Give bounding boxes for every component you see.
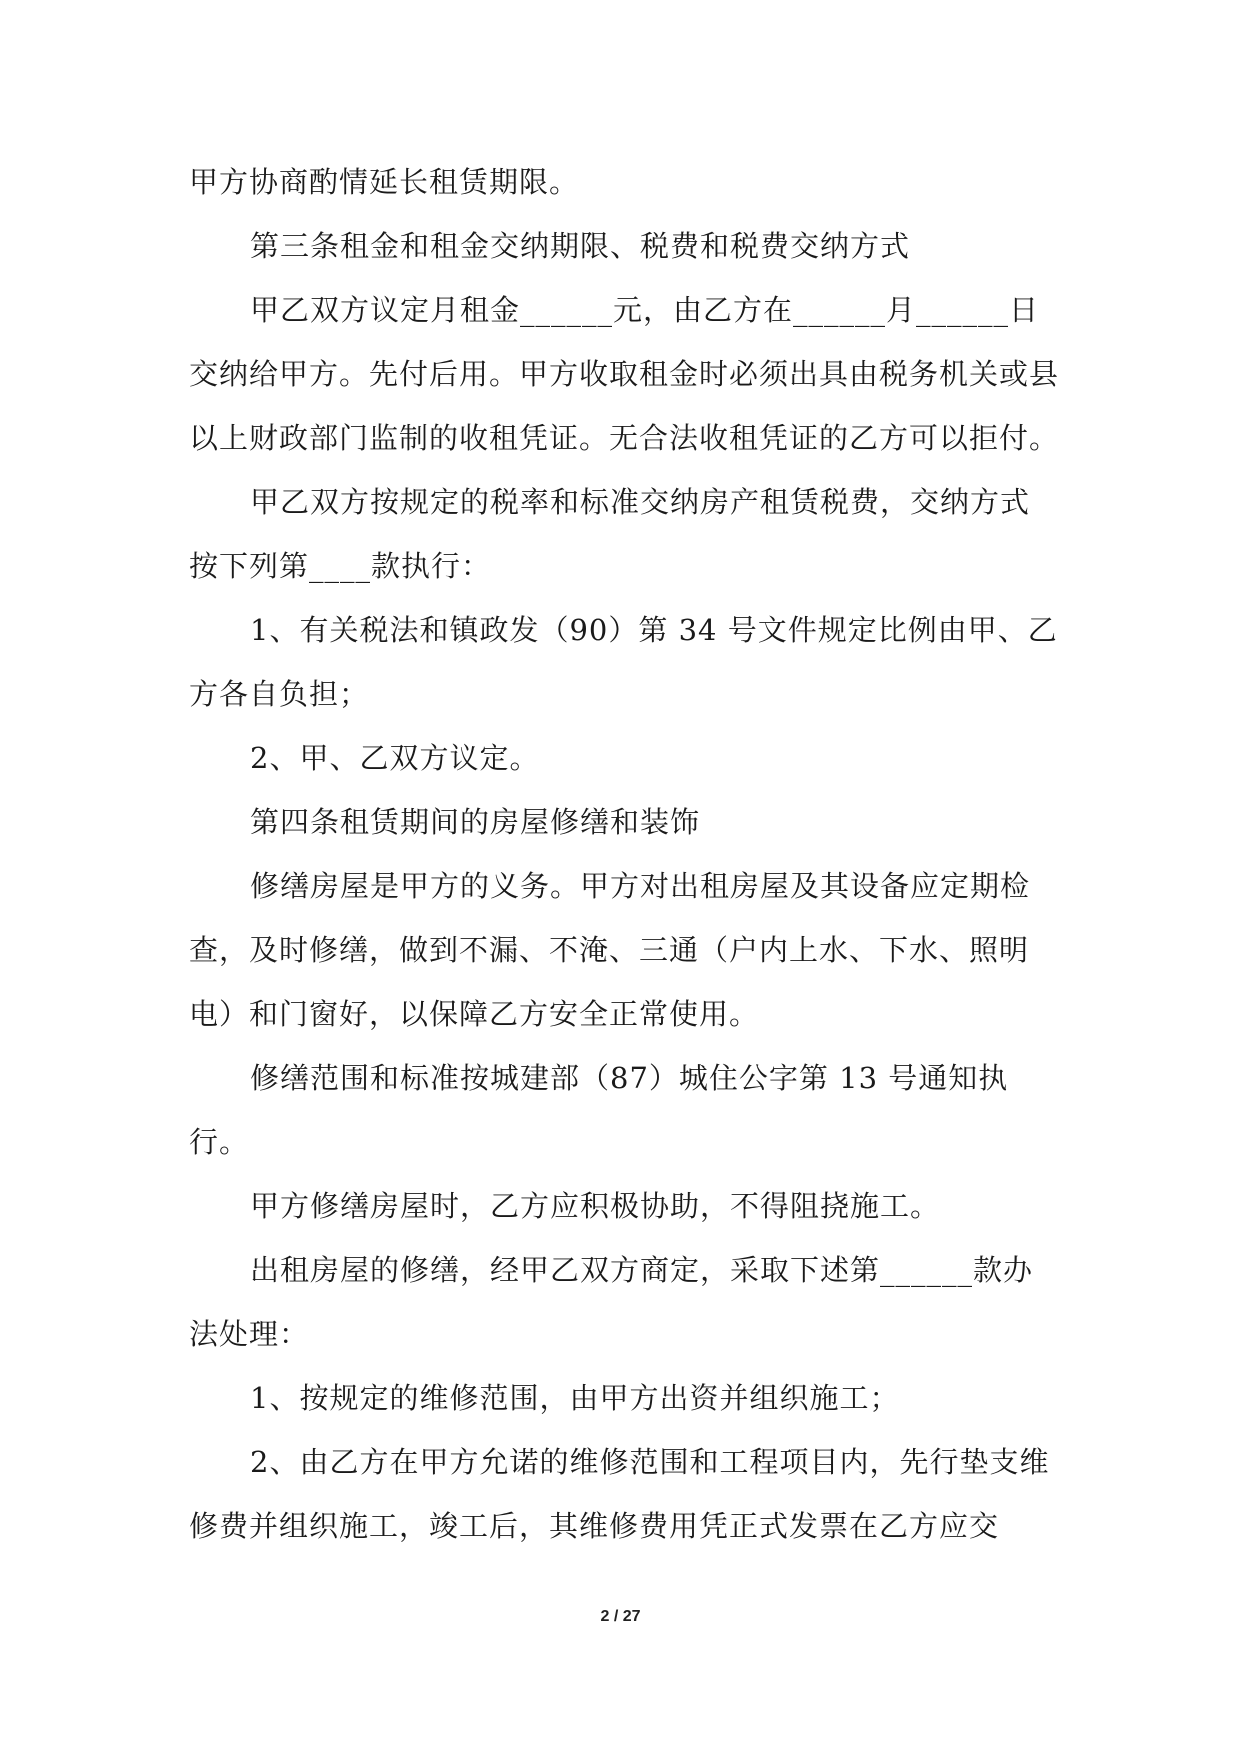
document-body: [189, 150, 1059, 1558]
paragraph: 甲乙双方按规定的税率和标准交纳房产租赁税费，交纳方式按下列第____款执行：: [189, 485, 1031, 583]
section-heading: 第四条租赁期间的房屋修缮和装饰: [250, 805, 701, 839]
paragraph: 甲方修缮房屋时，乙方应积极协助，不得阻挠施工。: [250, 1189, 941, 1223]
paragraph: 甲方协商酌情延长租赁期限。: [189, 165, 580, 199]
section-heading: 第三条租金和租金交纳期限、税费和税费交纳方式: [250, 229, 911, 263]
list-item: 2、由乙方在甲方允诺的维修范围和工程项目内，先行垫支维修费并组织施工，竣工后，其维修费用凭正式发票在乙方应交: [189, 1445, 1050, 1543]
list-item: 1、按规定的维修范围，由甲方出资并组织施工；: [250, 1381, 900, 1415]
list-item: 1、有关税法和镇政发（90）第 34 号文件规定比例由甲、乙方各自负担；: [189, 613, 1058, 711]
paragraph: 修缮房屋是甲方的义务。甲方对出租房屋及其设备应定期检查，及时修缮，做到不漏、不淹、三通（户内上水、下水、照明电）和门窗好，以保障乙方安全正常使用。: [189, 869, 1031, 1031]
page-number: 2 / 27: [600, 1608, 641, 1625]
paragraph: 出租房屋的修缮，经甲乙双方商定，采取下述第______款办法处理：: [189, 1253, 1034, 1351]
paragraph: 修缮范围和标准按城建部（87）城住公字第 13 号通知执行。: [189, 1061, 1009, 1159]
paragraph: 甲乙双方议定月租金______元，由乙方在______月______日交纳给甲方。先付后用。甲方收取租金时必须出具由税务机关或县以上财政部门监制的收租凭证。无合法收租凭证的乙方可以拒付。: [189, 293, 1060, 455]
list-item: 2、甲、乙双方议定。: [250, 741, 540, 775]
